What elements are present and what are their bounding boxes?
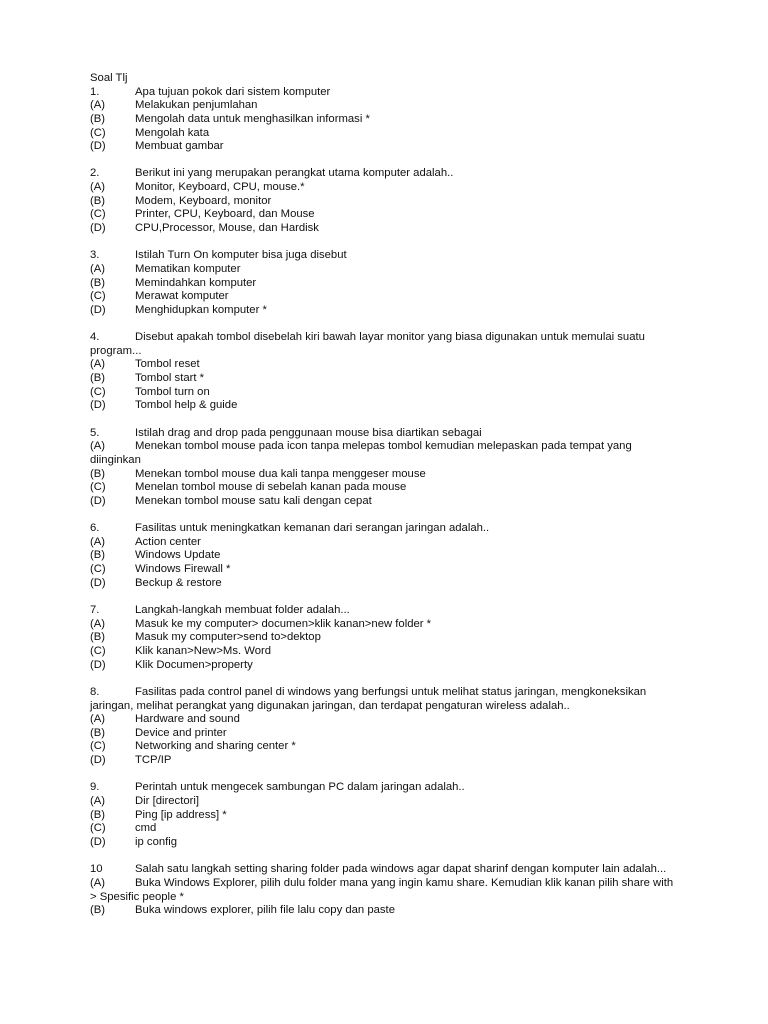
option-text: Mengolah data untuk menghasilkan informasi * <box>135 112 370 125</box>
option-d <box>90 754 690 768</box>
option-label: (A) <box>90 617 106 630</box>
spacer <box>90 590 690 604</box>
option-text: ip config <box>135 835 178 848</box>
question-2 <box>90 167 690 235</box>
option-c <box>90 645 690 659</box>
option-label: (C) <box>90 740 106 753</box>
spacer <box>90 850 690 864</box>
question-8 <box>90 686 690 768</box>
option-text: Networking and sharing center * <box>135 740 296 753</box>
option-label: (D) <box>90 835 106 848</box>
option-text: Buka Windows Explorer, pilih dulu folder mana yang ingin kamu share. Kemudian klik kanan pilih share with > Spesific people * <box>90 876 674 903</box>
option-label: (C) <box>90 385 106 398</box>
option-text: Tombol start * <box>135 372 205 385</box>
option-c <box>90 208 690 222</box>
option-d <box>90 140 690 154</box>
spacer <box>90 509 690 523</box>
option-b <box>90 468 690 482</box>
question-1 <box>90 86 690 154</box>
question-10 <box>90 863 690 918</box>
option-text: Klik kanan>New>Ms. Word <box>135 644 272 657</box>
option-label: (A) <box>90 795 106 808</box>
option-label: (B) <box>90 194 106 207</box>
option-a <box>90 99 690 113</box>
option-text: Dir [directori] <box>135 795 200 808</box>
option-a <box>90 358 690 372</box>
option-d <box>90 304 690 318</box>
option-label: (D) <box>90 303 106 316</box>
option-a <box>90 618 690 632</box>
option-text: Monitor, Keyboard, CPU, mouse.* <box>135 181 305 194</box>
question-text <box>90 781 690 795</box>
option-d <box>90 659 690 673</box>
question-stem: Istilah drag and drop pada penggunaan mouse bisa diartikan sebagai <box>135 426 482 439</box>
document-page <box>90 72 690 918</box>
option-label: (D) <box>90 222 106 235</box>
option-text: Menekan tombol mouse dua kali tanpa menggeser mouse <box>135 467 426 480</box>
option-text: Masuk my computer>send to>dektop <box>135 631 321 644</box>
option-text: Tombol help & guide <box>135 399 238 412</box>
question-3 <box>90 249 690 317</box>
option-b <box>90 549 690 563</box>
question-text <box>90 331 678 358</box>
option-b <box>90 113 690 127</box>
option-d <box>90 399 690 413</box>
question-stem: Perintah untuk mengecek sambungan PC dalam jaringan adalah.. <box>135 781 465 794</box>
option-text: Printer, CPU, Keyboard, dan Mouse <box>135 208 315 221</box>
option-a <box>90 440 678 467</box>
option-a <box>90 877 678 904</box>
option-c <box>90 740 690 754</box>
question-number: 5. <box>90 426 100 439</box>
question-stem: Salah satu langkah setting sharing folder pada windows agar dapat sharinf dengan komputer lain adalah... <box>135 863 667 876</box>
option-label: (B) <box>90 808 106 821</box>
option-b <box>90 631 690 645</box>
question-stem: Istilah Turn On komputer bisa juga disebut <box>135 249 347 262</box>
spacer <box>90 413 690 427</box>
question-stem: Fasilitas pada control panel di windows yang berfungsi untuk melihat status jaringan, mengkoneksikan jaringan, melihat perangkat yang digunakan jaringan, dan terdapat pengaturan wireless adalah.. <box>90 685 647 712</box>
spacer <box>90 236 690 250</box>
option-d <box>90 222 690 236</box>
option-text: Ping [ip address] * <box>135 808 227 821</box>
option-c <box>90 822 690 836</box>
option-label: (A) <box>90 440 106 453</box>
option-text: Merawat komputer <box>135 290 229 303</box>
option-text: Mengolah kata <box>135 126 210 139</box>
option-text: Device and printer <box>135 726 227 739</box>
option-b <box>90 904 690 918</box>
question-number: 4. <box>90 331 100 344</box>
question-7 <box>90 604 690 672</box>
option-label: (D) <box>90 140 106 153</box>
option-label: (C) <box>90 822 106 835</box>
option-label: (D) <box>90 754 106 767</box>
option-label: (C) <box>90 481 106 494</box>
spacer <box>90 672 690 686</box>
option-a <box>90 795 690 809</box>
option-text: Klik Documen>property <box>135 658 253 671</box>
option-text: Mematikan komputer <box>135 262 241 275</box>
option-text: Menelan tombol mouse di sebelah kanan pada mouse <box>135 481 407 494</box>
option-label: (D) <box>90 576 106 589</box>
option-label: (B) <box>90 631 106 644</box>
spacer <box>90 154 690 168</box>
question-text <box>90 167 690 181</box>
option-c <box>90 481 690 495</box>
question-number: 10 <box>90 863 103 876</box>
question-stem: Disebut apakah tombol disebelah kiri bawah layar monitor yang biasa digunakan untuk memulai suatu program... <box>90 331 645 357</box>
question-text <box>90 427 690 441</box>
option-text: Windows Firewall * <box>135 563 231 576</box>
question-4 <box>90 331 690 413</box>
option-c <box>90 563 690 577</box>
option-b <box>90 195 690 209</box>
question-text <box>90 686 678 713</box>
question-number: 3. <box>90 249 100 262</box>
option-label: (D) <box>90 399 106 412</box>
question-number: 8. <box>90 685 100 698</box>
question-number: 6. <box>90 522 100 535</box>
option-text: Modem, Keyboard, monitor <box>135 194 272 207</box>
question-text <box>90 604 690 618</box>
option-label: (B) <box>90 549 106 562</box>
option-text: Melakukan penjumlahan <box>135 99 258 112</box>
option-text: Memindahkan komputer <box>135 276 257 289</box>
option-a <box>90 713 690 727</box>
option-text: Tombol reset <box>135 358 200 371</box>
question-text <box>90 249 690 263</box>
question-stem: Berikut ini yang merupakan perangkat utama komputer adalah.. <box>135 167 454 180</box>
question-stem: Langkah-langkah membuat folder adalah... <box>135 604 350 617</box>
question-text <box>90 863 678 877</box>
option-text: Menekan tombol mouse pada icon tanpa melepas tombol kemudian melepaskan pada tempat yang diinginkan <box>90 440 632 466</box>
option-label: (A) <box>90 876 106 889</box>
option-text: Membuat gambar <box>135 140 224 153</box>
option-text: CPU,Processor, Mouse, dan Hardisk <box>135 222 319 235</box>
option-text: Masuk ke my computer> documen>klik kanan>new folder * <box>135 617 432 630</box>
question-number: 1. <box>90 85 100 98</box>
option-label: (A) <box>90 713 106 726</box>
option-text: Menghidupkan komputer * <box>135 303 267 316</box>
question-text <box>90 522 690 536</box>
option-label: (D) <box>90 494 106 507</box>
option-label: (B) <box>90 276 106 289</box>
option-label: (B) <box>90 372 106 385</box>
question-stem: Apa tujuan pokok dari sistem komputer <box>135 85 331 98</box>
option-text: TCP/IP <box>135 754 172 767</box>
option-label: (B) <box>90 726 106 739</box>
question-stem: Fasilitas untuk meningkatkan kemanan dari serangan jaringan adalah.. <box>135 522 490 535</box>
option-label: (D) <box>90 658 106 671</box>
option-text: Action center <box>135 535 201 548</box>
option-label: (C) <box>90 208 106 221</box>
option-text: Tombol turn on <box>135 385 210 398</box>
option-text: Beckup & restore <box>135 576 222 589</box>
option-a <box>90 536 690 550</box>
option-b <box>90 809 690 823</box>
question-number: 9. <box>90 781 100 794</box>
question-number: 7. <box>90 604 100 617</box>
option-a <box>90 263 690 277</box>
option-label: (B) <box>90 112 106 125</box>
option-label: (B) <box>90 467 106 480</box>
option-b <box>90 372 690 386</box>
option-label: (A) <box>90 99 106 112</box>
spacer <box>90 318 690 332</box>
option-d <box>90 577 690 591</box>
option-b <box>90 727 690 741</box>
option-label: (A) <box>90 262 106 275</box>
question-6 <box>90 522 690 590</box>
option-label: (C) <box>90 563 106 576</box>
option-c <box>90 386 690 400</box>
option-label: (A) <box>90 358 106 371</box>
option-label: (C) <box>90 290 106 303</box>
spacer <box>90 768 690 782</box>
option-a <box>90 181 690 195</box>
option-d <box>90 495 690 509</box>
document-title: Soal Tlj <box>90 72 128 84</box>
option-label: (A) <box>90 535 106 548</box>
option-text: Buka windows explorer, pilih file lalu copy dan paste <box>135 904 395 917</box>
question-9 <box>90 781 690 849</box>
option-text: cmd <box>135 822 157 835</box>
option-label: (B) <box>90 904 106 917</box>
question-5 <box>90 427 690 509</box>
option-label: (C) <box>90 126 106 139</box>
option-c <box>90 127 690 141</box>
option-label: (A) <box>90 181 106 194</box>
option-text: Windows Update <box>135 549 221 562</box>
option-d <box>90 836 690 850</box>
option-text: Hardware and sound <box>135 713 240 726</box>
question-number: 2. <box>90 167 100 180</box>
option-c <box>90 290 690 304</box>
option-b <box>90 277 690 291</box>
option-text: Menekan tombol mouse satu kali dengan cepat <box>135 494 372 507</box>
question-text <box>90 86 690 100</box>
option-label: (C) <box>90 644 106 657</box>
